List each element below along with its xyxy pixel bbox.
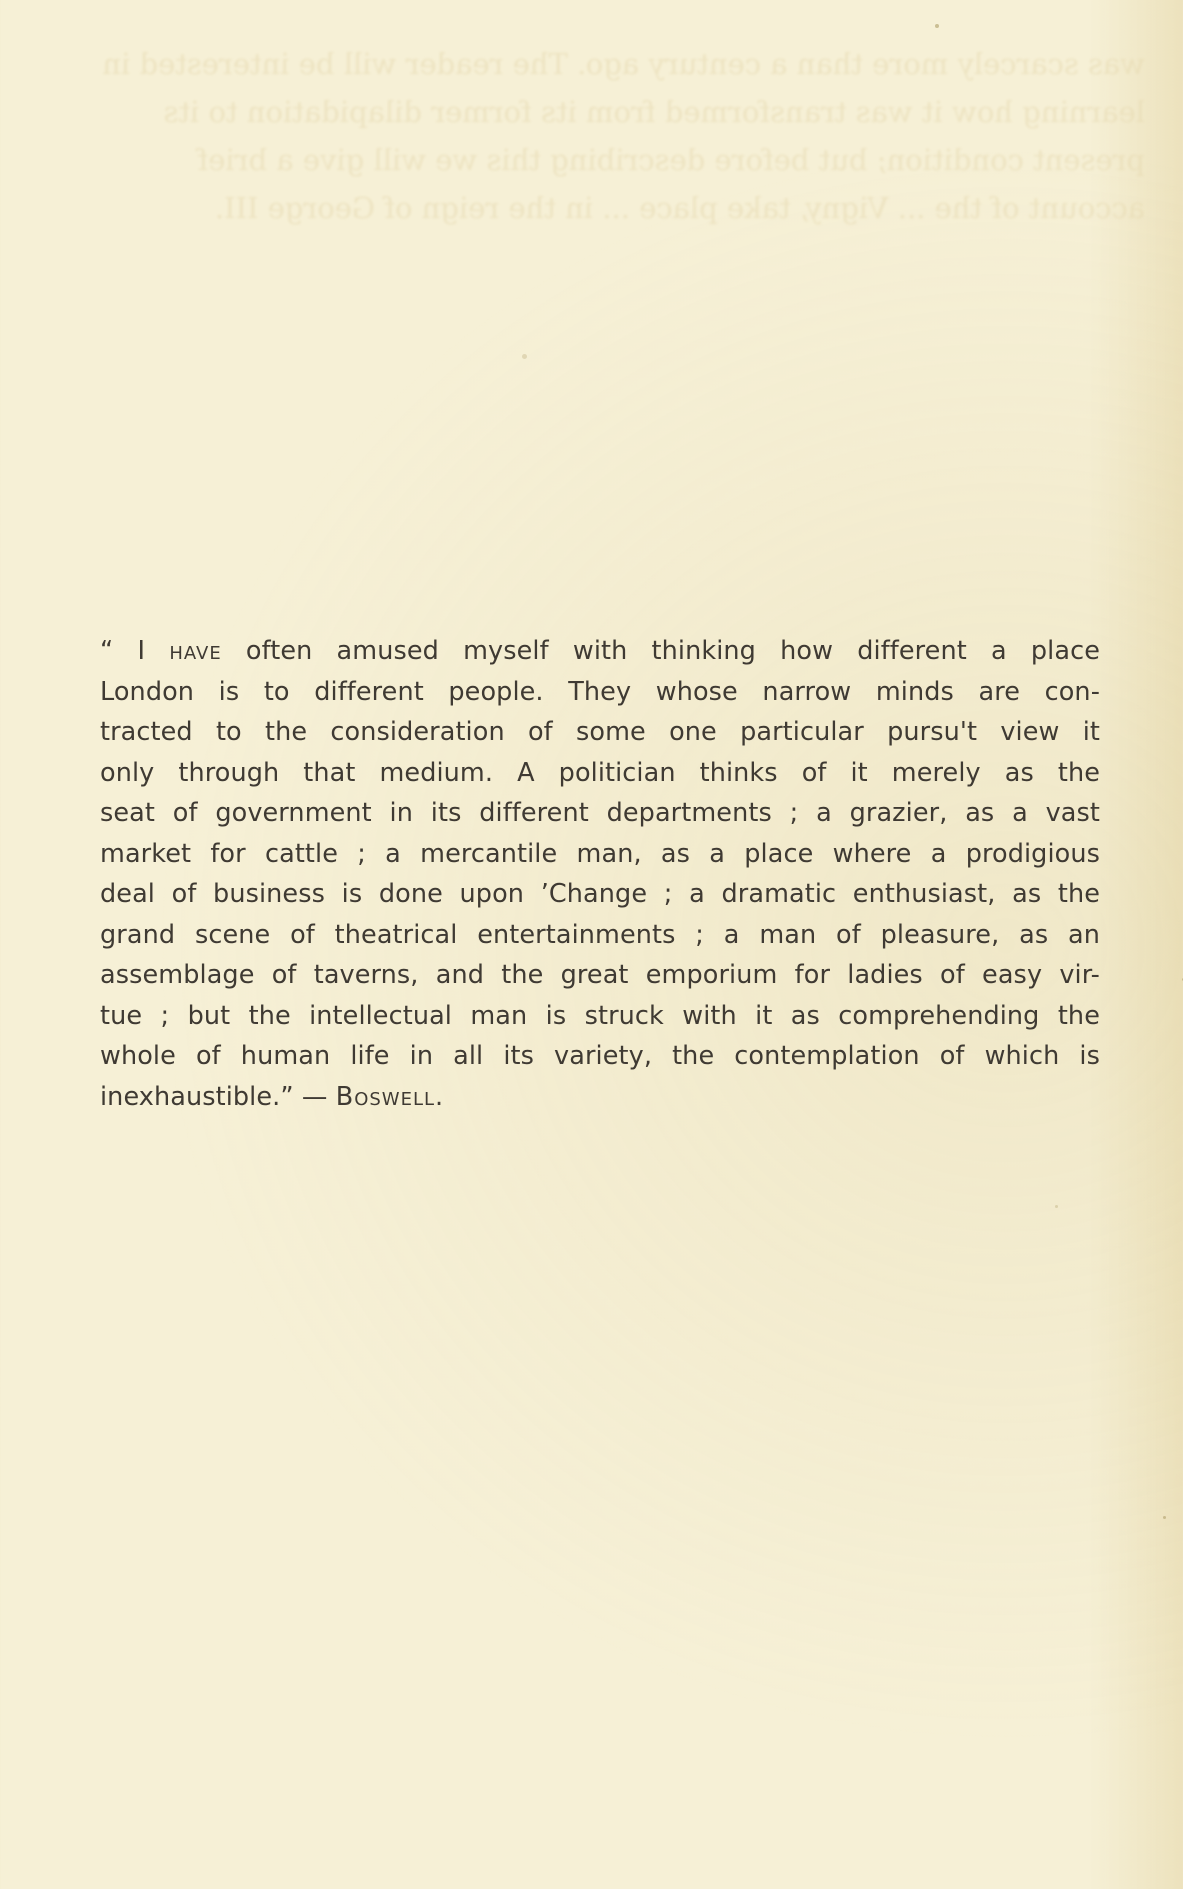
attribution: Boswell.	[335, 1081, 445, 1112]
opening-word: have	[169, 636, 222, 666]
quote-line-7: deal of business is done upon ’Change ; a dramatic enthusiast, as the	[100, 879, 1100, 909]
paper-speck	[522, 354, 527, 359]
quote-line-3: tracted to the consideration of some one particular pursu't view it	[100, 717, 1100, 747]
quote-line-6: market for cattle ; a mercantile man, as a place where a prodigious	[100, 838, 1100, 869]
paper-speck	[935, 24, 939, 28]
quote-line-8: grand scene of theatrical entertainments ; a man of pleasure, as an	[100, 919, 1100, 950]
quote-line-9: assemblage of taverns, and the great emporium for ladies of easy vir-	[100, 960, 1100, 990]
quote-line-4: only through that medium. A politician thinks of it merely as the	[100, 757, 1100, 788]
open-quote-mark: “ I	[100, 636, 146, 666]
paper-speck	[1163, 1516, 1166, 1519]
paper-speck	[1055, 1205, 1058, 1208]
quote-line-12-text: inexhaustible.” —	[100, 1081, 328, 1112]
quote-line-12	[100, 1077, 1100, 1118]
quote-line-2: London is to different people. They whose narrow minds are con-	[100, 676, 1100, 707]
quote-line-5: seat of government in its different departments ; a grazier, as a vast	[100, 798, 1100, 828]
quote-line-1-text: often amused myself with thinking how different a place	[245, 636, 1100, 666]
quote-line-1	[100, 631, 1100, 672]
boswell-quote	[100, 631, 1100, 1117]
bleed-through-text: was scarcely more than a century ago. The reader will be interested in learning how it was transformed from its former dilapidation to its present condition; but before describing this we will give a brief account of the ... Vigny, take place ... in the reign of George III.	[102, 47, 1145, 225]
quote-line-11: whole of human life in all its variety, the contemplation of which is	[100, 1041, 1100, 1071]
quote-line-10: tue ; but the intellectual man is struck with it as comprehending the	[100, 1000, 1100, 1031]
